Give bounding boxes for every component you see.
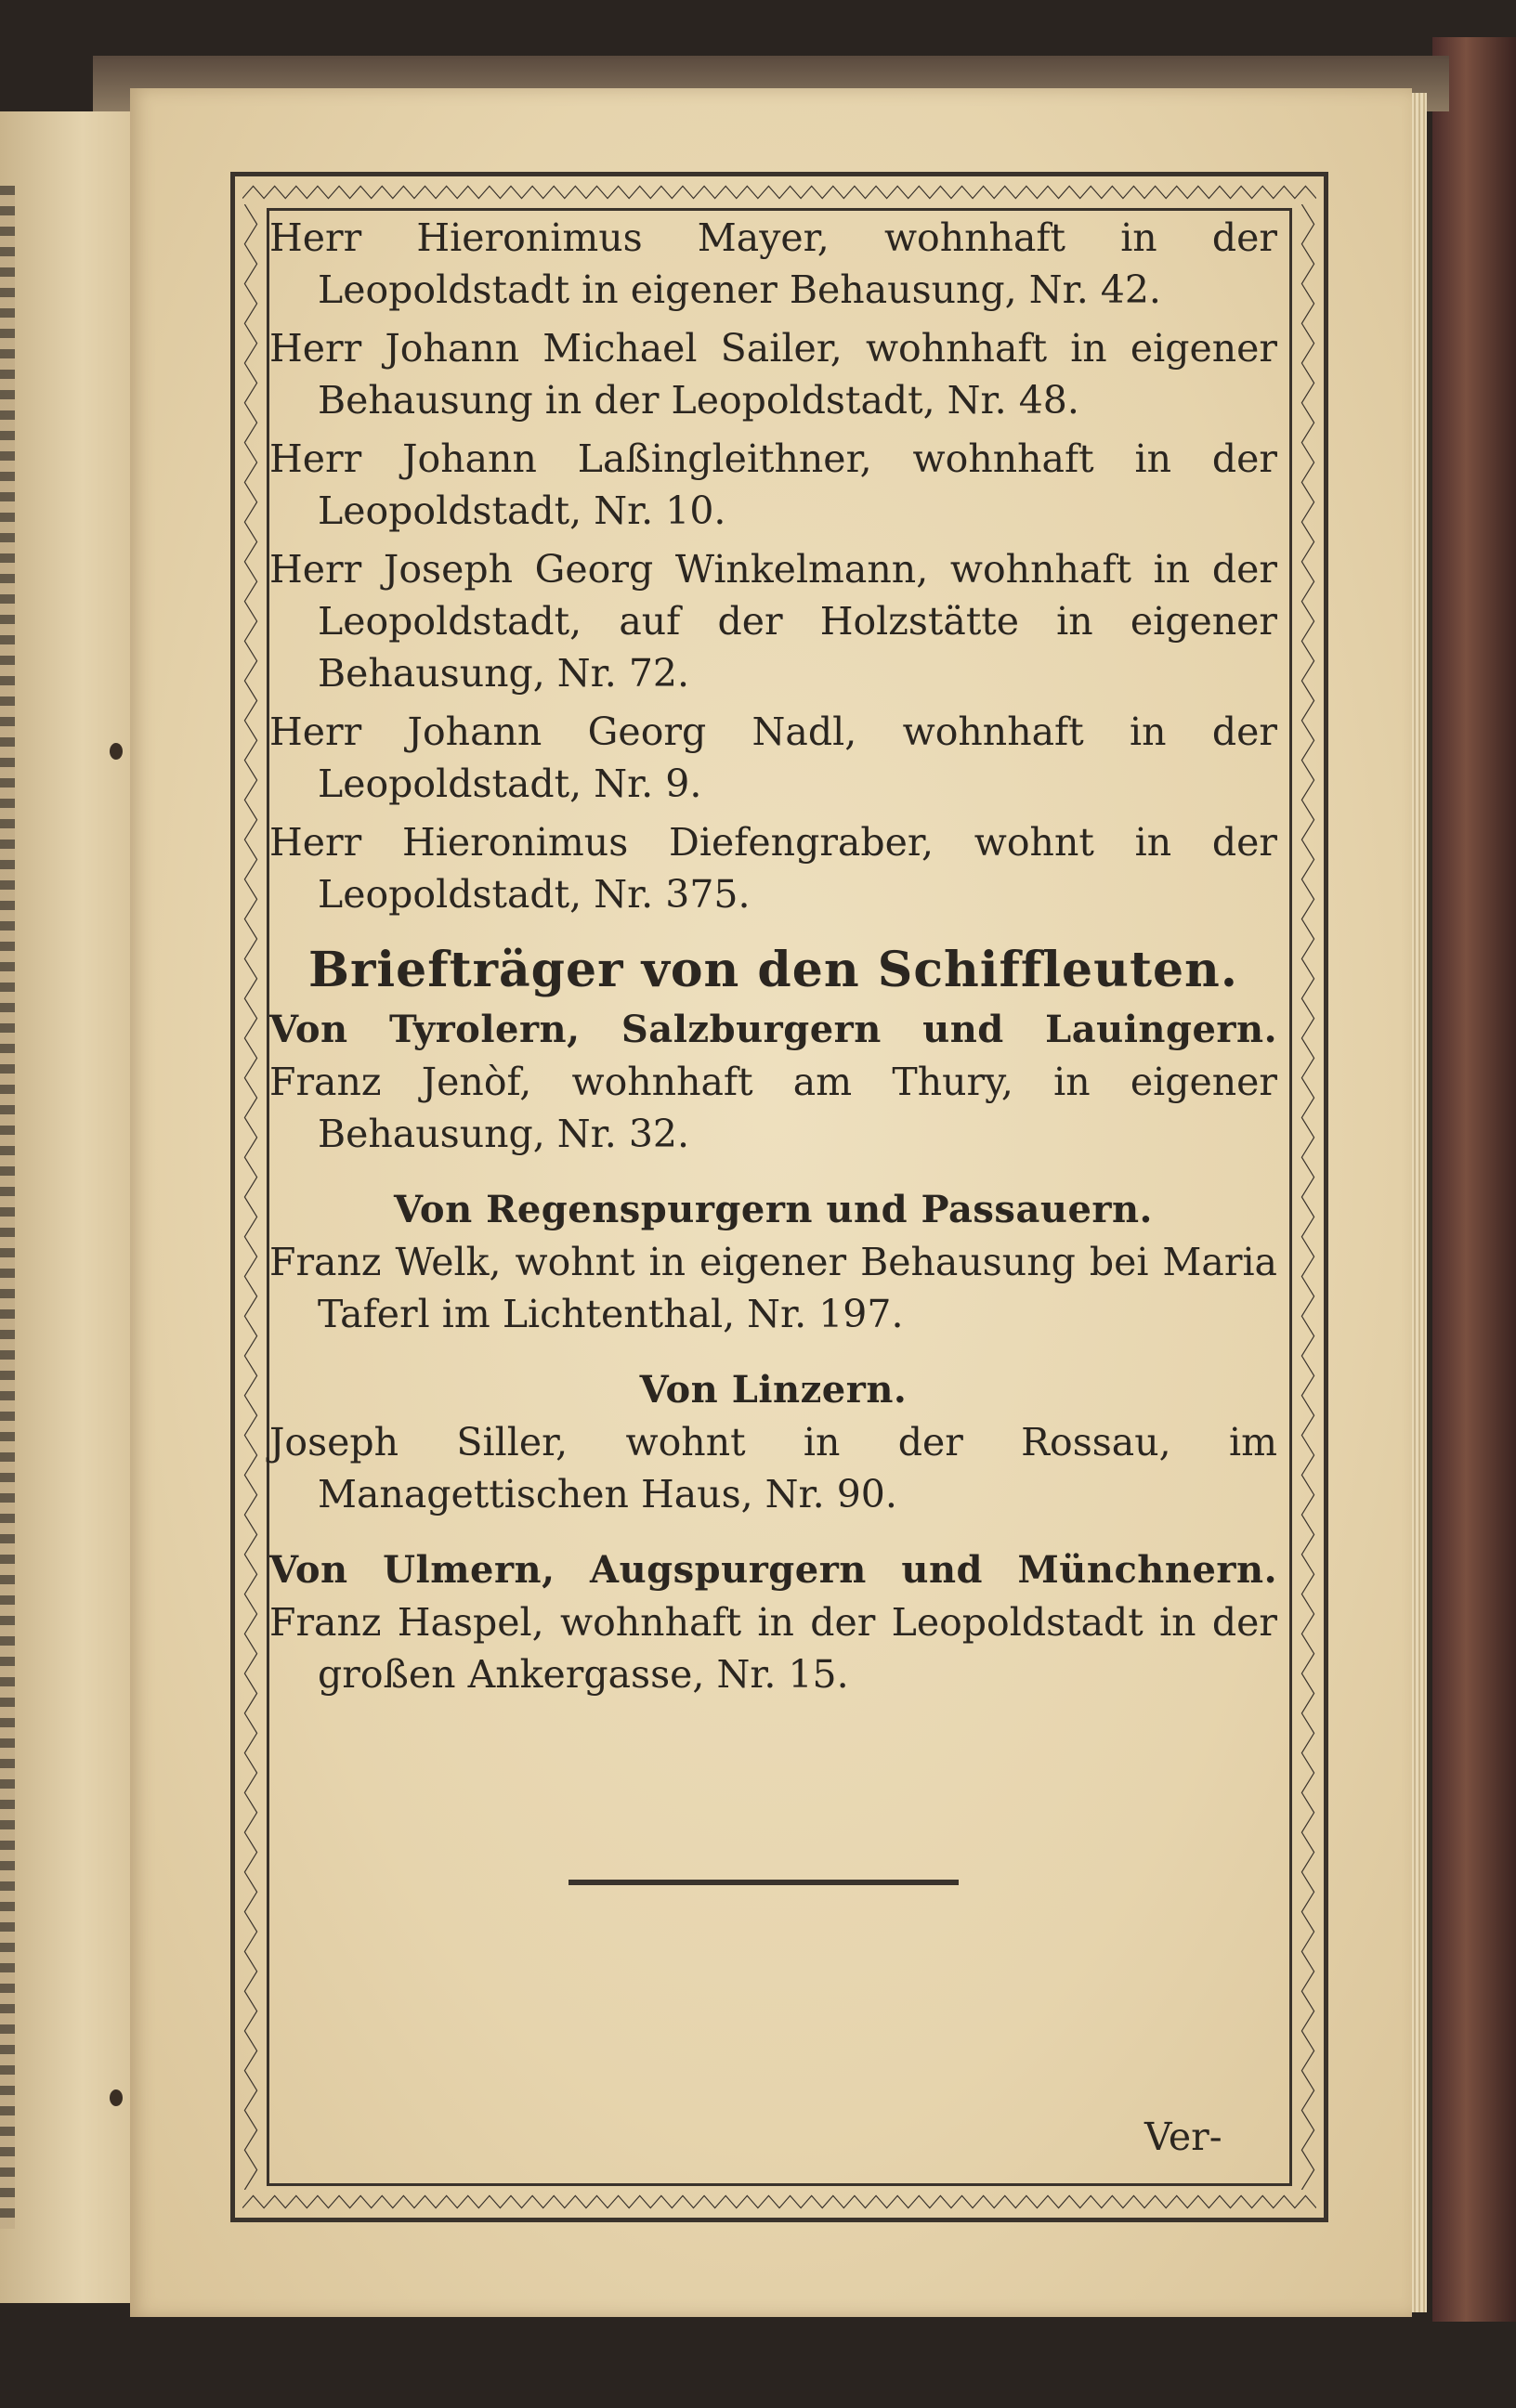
- list-item: Joseph Siller, wohnt in der Rossau, im Managettischen Haus, Nr. 90.: [269, 1420, 1277, 1516]
- list-item: Franz Jenòf, wohnhaft am Thury, in eigener Behausung, Nr. 32.: [269, 1060, 1277, 1156]
- list-item: Herr Johann Michael Sailer, wohnhaft in eigener Behausung in der Leopoldstadt, Nr. 48.: [269, 326, 1277, 423]
- frame-band-bottom: [242, 2192, 1316, 2212]
- list-item: Herr Joseph Georg Winkelmann, wohnhaft in der Leopoldstadt, auf der Holzstätte in eigener Behausung, Nr. 72.: [269, 547, 1277, 696]
- list-item: Franz Welk, wohnt in eigener Behausung bei Maria Taferl im Lichtenthal, Nr. 197.: [269, 1240, 1277, 1336]
- list-item: Herr Hieronimus Diefengraber, wohnt in der Leopoldstadt, Nr. 375.: [269, 820, 1277, 917]
- group-heading: Von Linzern.: [639, 1368, 908, 1412]
- list-item: Herr Johann Laßingleithner, wohnhaft in der Leopoldstadt, Nr. 10.: [269, 436, 1277, 533]
- list-item: Franz Haspel, wohnhaft in der Leopoldstadt in der großen Ankergasse, Nr. 15.: [269, 1600, 1277, 1697]
- section-title: Briefträger von den Schiffleuten.: [308, 942, 1238, 998]
- left-page-border: [0, 186, 15, 2229]
- frame-band-left: [241, 204, 261, 2190]
- group-heading: Von Ulmern, Augspurgern und Münchnern.: [269, 1548, 1277, 1592]
- group-heading: Von Tyrolern, Salzburgern und Lauingern.: [269, 1008, 1277, 1051]
- group-heading: Von Regenspurgern und Passauern.: [394, 1188, 1153, 1231]
- book-cover-edge: [1432, 37, 1516, 2322]
- divider-rule: [568, 1880, 959, 1885]
- binding-stitch: [110, 2089, 123, 2106]
- list-item: Herr Hieronimus Mayer, wohnhaft in der Leopoldstadt in eigener Behausung, Nr. 42.: [269, 215, 1277, 312]
- left-page: [0, 111, 137, 2303]
- catchword: Ver-: [1144, 2115, 1222, 2159]
- list-item: Herr Johann Georg Nadl, wohnhaft in der Leopoldstadt, Nr. 9.: [269, 709, 1277, 806]
- frame-band-top: [242, 182, 1316, 202]
- frame-band-right: [1298, 204, 1318, 2190]
- page-text: [269, 212, 1277, 1707]
- binding-stitch: [110, 743, 123, 760]
